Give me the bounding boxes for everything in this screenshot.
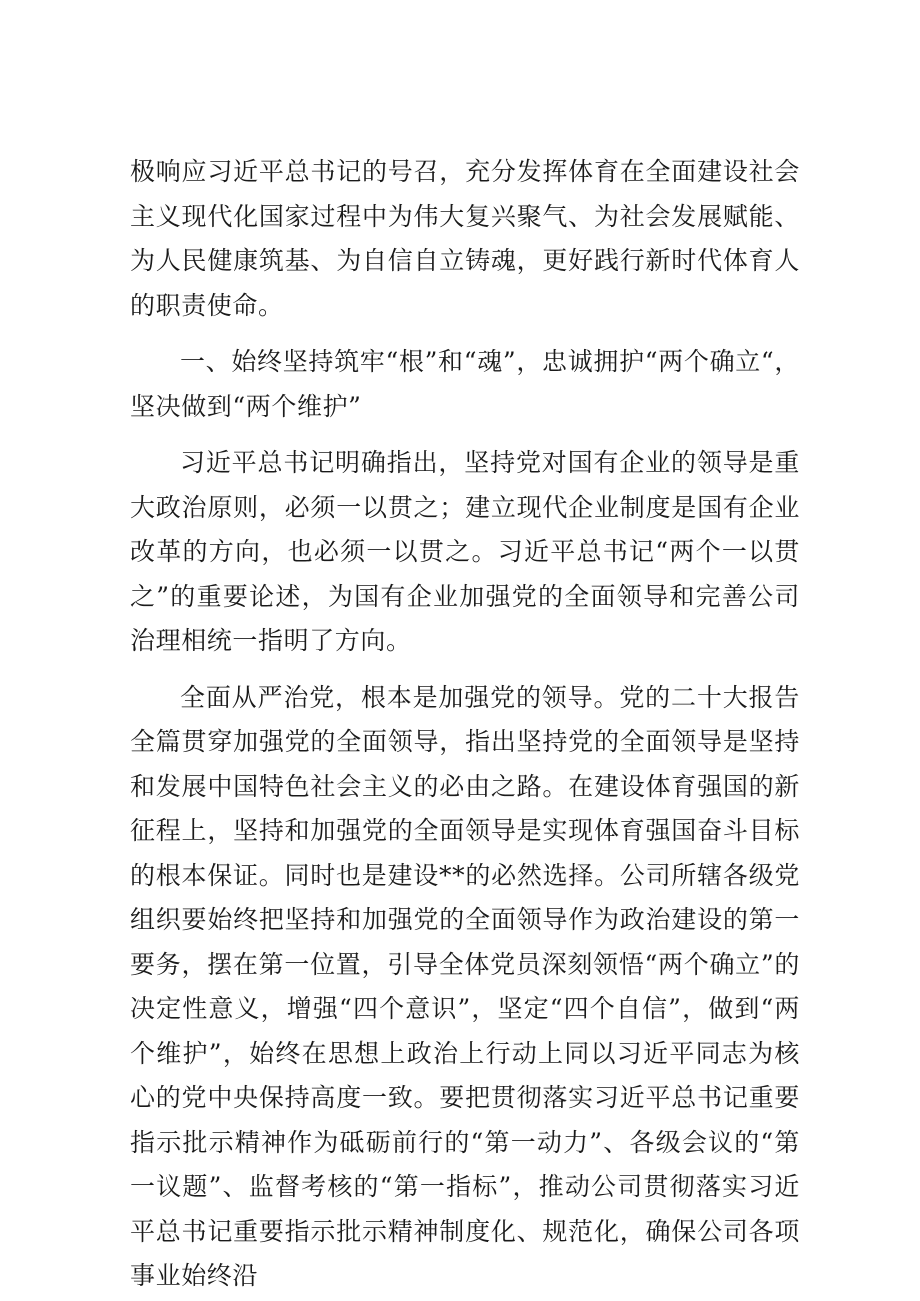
- document-body: [130, 150, 800, 1299]
- paragraph: 全面从严治党，根本是加强党的领导。党的二十大报告全篇贯穿加强党的全面领导，指出坚持党的全面领导是坚持和发展中国特色社会主义的必由之路。在建设体育强国的新征程上，坚持和加强党的全面领导是实现体育强国奋斗目标的根本保证。同时也是建设**的必然选择。公司所辖各级党组织要始终把坚持和加强党的全面领导作为政治建设的第一要务，摆在第一位置，引导全体党员深刻领悟“两个确立”的决定性意义，增强“四个意识”，坚定“四个自信”，做到“两个维护”，始终在思想上政治上行动上同以习近平同志为核心的党中央保持高度一致。要把贯彻落实习近平总书记重要指示批示精神作为砥砺前行的“第一动力”、各级会议的“第一议题”、监督考核的“第一指标”，推动公司贯彻落实习近平总书记重要指示批示精神制度化、规范化，确保公司各项事业始终沿: [130, 682, 800, 1290]
- paragraph-continuation: 极响应习近平总书记的号召，充分发挥体育在全面建设社会主义现代化国家过程中为伟大复兴聚气、为社会发展赋能、为人民健康筑基、为自信自立铸魂，更好践行新时代体育人的职责使命。: [130, 157, 800, 320]
- paragraph: 习近平总书记明确指出，坚持党对国有企业的领导是重大政治原则，必须一以贯之；建立现代企业制度是国有企业改革的方向，也必须一以贯之。习近平总书记“两个一以贯之”的重要论述，为国有企业加强党的全面领导和完善公司治理相统一指明了方向。: [130, 448, 800, 655]
- section-heading: 一、始终坚持筑牢“根”和“魂”，忠诚拥护“两个确立“，坚决做到“两个维护”: [130, 347, 800, 421]
